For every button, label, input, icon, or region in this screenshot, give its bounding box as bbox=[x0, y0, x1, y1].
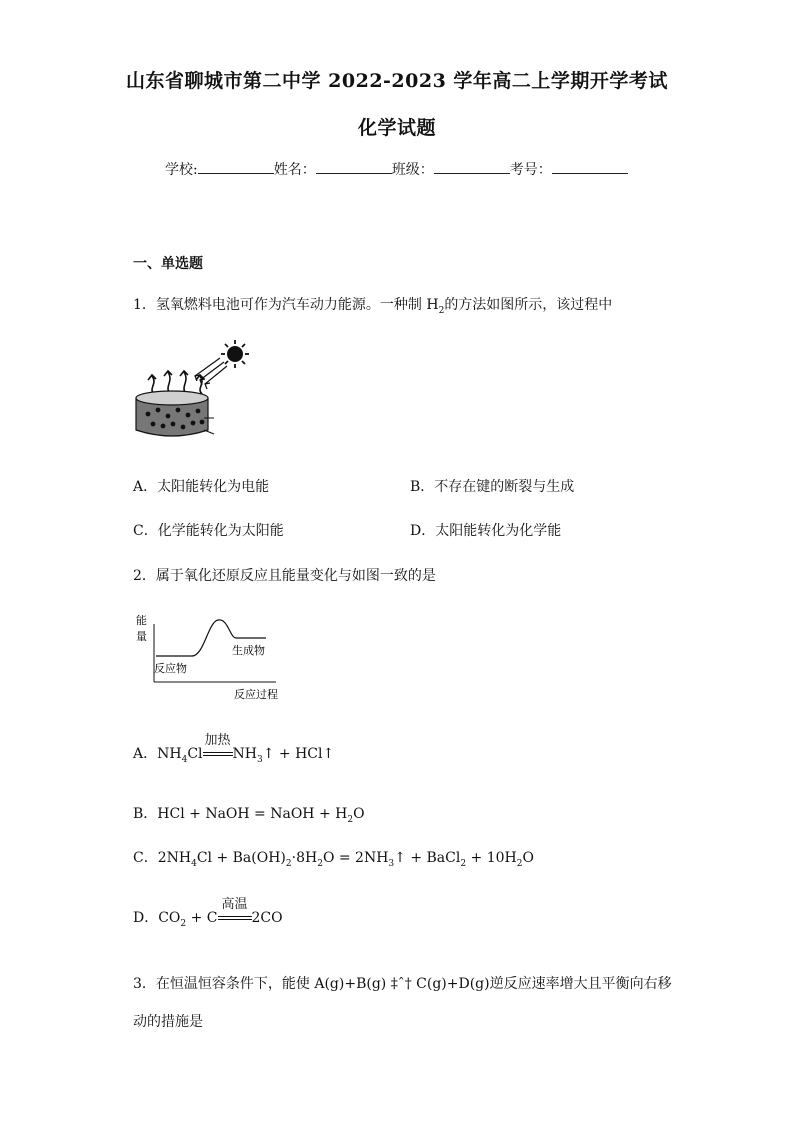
exam-subtitle: 化学试题 bbox=[357, 117, 436, 139]
q2a-part: ↑ + HCl↑ bbox=[262, 746, 335, 762]
q2-option-c[interactable] bbox=[133, 847, 534, 869]
number-blank[interactable] bbox=[552, 159, 628, 174]
q2-stem: 2．属于氧化还原反应且能量变化与如图一致的是 bbox=[133, 568, 436, 584]
q2c-part: C．2NH bbox=[133, 850, 192, 866]
q2c-sub: 2 bbox=[516, 858, 523, 869]
reaction-container bbox=[136, 391, 214, 436]
name-blank[interactable] bbox=[316, 159, 392, 174]
q2b-part: B．HCl + NaOH = NaOH + H bbox=[133, 806, 348, 822]
q2d-part: + C bbox=[186, 910, 218, 926]
exam-title: 山东省聊城市第二中学 2022-2023 学年高二上学期开学考试 bbox=[126, 70, 668, 92]
q2c-part: + 10H bbox=[466, 850, 517, 866]
q2a-part: A．NH bbox=[133, 746, 182, 762]
sun-icon bbox=[221, 340, 249, 368]
q1-stem-suffix: 的方法如图所示，该过程中 bbox=[444, 297, 613, 313]
name-label: 姓名： bbox=[273, 162, 316, 178]
q2c-sub: 2 bbox=[317, 858, 323, 869]
condition-label: 高温 bbox=[221, 897, 248, 912]
condition-arrow bbox=[203, 733, 233, 762]
class-label: 班级： bbox=[391, 162, 434, 178]
solar-water-splitting-figure bbox=[134, 338, 264, 442]
q2c-part: O = 2NH bbox=[322, 850, 389, 866]
q2c-part: O bbox=[522, 850, 534, 866]
q2c-sub: 4 bbox=[191, 858, 197, 869]
energy-diagram bbox=[134, 610, 294, 702]
q2c-sub: 3 bbox=[388, 858, 395, 869]
school-blank[interactable] bbox=[198, 159, 274, 174]
school-label: 学校: bbox=[165, 162, 198, 178]
q2d-part: D．CO bbox=[133, 910, 181, 926]
double-line bbox=[218, 916, 252, 920]
q2a-sub: 4 bbox=[181, 754, 188, 765]
q3-stem-line2: 动的措施是 bbox=[133, 1014, 203, 1030]
q2-option-b[interactable] bbox=[133, 803, 365, 825]
energy-axis-label-1: 能 bbox=[136, 614, 147, 627]
q2c-sub: 2 bbox=[460, 858, 467, 869]
condition-label: 加热 bbox=[204, 733, 231, 748]
light-ray-arrows-icon bbox=[195, 358, 227, 389]
q1-stem bbox=[133, 294, 612, 316]
q2d-sub: 2 bbox=[180, 918, 187, 929]
q2c-part: ↑ + BaCl bbox=[394, 850, 461, 866]
q2a-part: Cl bbox=[187, 746, 203, 762]
q2c-sub: 2 bbox=[285, 858, 292, 869]
condition-arrow bbox=[218, 897, 252, 926]
q2a-sub: 3 bbox=[256, 754, 263, 765]
x-axis-label: 反应过程 bbox=[234, 688, 278, 701]
energy-axis-label-2: 量 bbox=[136, 630, 147, 643]
product-label: 生成物 bbox=[232, 644, 265, 657]
double-line bbox=[203, 752, 233, 756]
q1-option-a[interactable]: A．太阳能转化为电能 bbox=[133, 479, 270, 495]
q2-option-d[interactable] bbox=[133, 897, 283, 929]
section-heading: 一、单选题 bbox=[133, 256, 203, 272]
q2c-part: Cl + Ba(OH) bbox=[196, 850, 286, 866]
class-blank[interactable] bbox=[434, 159, 510, 174]
q1-stem-sub: 2 bbox=[438, 305, 445, 316]
q2-option-a[interactable] bbox=[133, 733, 335, 765]
q1-stem-prefix: 1．氢氧燃料电池可作为汽车动力能源。一种制 H bbox=[133, 297, 439, 313]
student-info-line bbox=[165, 159, 628, 179]
q2b-sub: 2 bbox=[347, 814, 354, 825]
q1-option-b[interactable]: B．不存在键的断裂与生成 bbox=[410, 479, 575, 495]
q2c-part: ·8H bbox=[291, 850, 318, 866]
q2d-part: 2CO bbox=[251, 910, 283, 926]
q1-option-d[interactable]: D．太阳能转化为化学能 bbox=[410, 523, 562, 539]
q2b-part: O bbox=[353, 806, 365, 822]
reactant-label: 反应物 bbox=[154, 662, 187, 675]
q3-stem-line1: 3．在恒温恒容条件下，能使 A(g)+B(g) ‡ˆ† C(g)+D(g)逆反应速率增大且平衡向右移 bbox=[133, 976, 672, 992]
q2a-part: NH bbox=[232, 746, 257, 762]
number-label: 考号： bbox=[509, 162, 552, 178]
q1-option-c[interactable]: C．化学能转化为太阳能 bbox=[133, 523, 284, 539]
